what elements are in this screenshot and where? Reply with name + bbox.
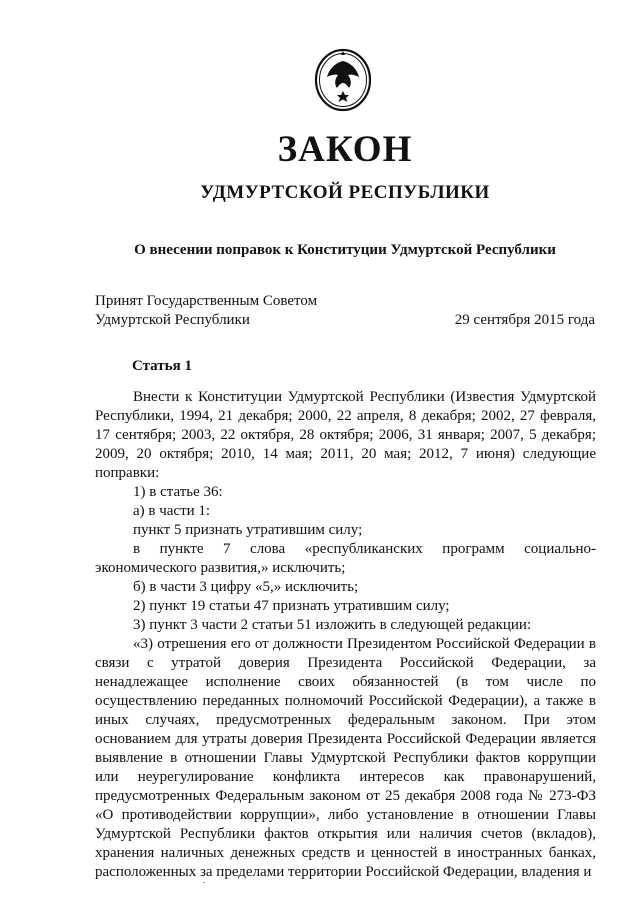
article-body xyxy=(95,388,596,882)
paragraph: пункт 5 признать утратившим силу; xyxy=(133,522,363,538)
adoption-block xyxy=(95,292,595,330)
adoption-line-1: Принят Государственным Советом xyxy=(95,293,318,309)
paragraph: Внести к Конституции Удмуртской Республики (Известия Удмуртской Республики, 1994, 21 декабря; 2000, 22 апреля, 8 декабря; 2002, 27 февраля, 17 сентября; 2003, 22 октября, 28 октября; 2006, 31 января; 2007, 5 декабря; 2009, 20 октября; 2010, 14 мая; 2011, 20 мая; 2012, 7 июня) следующие поправки: xyxy=(95,389,596,481)
udmurt-coat-of-arms-icon xyxy=(313,47,373,113)
law-heading: О внесении поправок к Конституции Удмуртской Республики xyxy=(134,242,556,258)
paragraph: б) в части 3 цифру «5,» исключить; xyxy=(133,579,359,595)
document-subtitle: УДМУРТСКОЙ РЕСПУБЛИКИ xyxy=(200,182,490,203)
paragraph: 1) в статье 36: xyxy=(133,484,223,500)
paragraph: 2) пункт 19 статьи 47 признать утратившим силу; xyxy=(133,598,450,614)
adoption-line-2: Удмуртской Республики xyxy=(95,312,250,328)
document-title: ЗАКОН xyxy=(277,129,413,170)
article-title: Статья 1 xyxy=(132,358,192,374)
paragraph: «3) отрешения его от должности Президентом Российской Федерации в связи с утратой доверия Президента Российской Федерации, за ненадлежащее исполнение своих обязанностей (в том числе по осуществлению переданных полномочий Российской Федерации), а также в иных случаях, предусмотренных федеральным законом. При этом основанием для утраты доверия Президента Российской Федерации является выявление в отношении Главы Удмуртской Республики фактов коррупции или неурегулирование конфликта интересов как правонарушений, предусмотренных Федеральным законом от 25 декабря 2008 года № 273-ФЗ «О противодействии коррупции», либо установление в отношении Главы Удмуртской Республики фактов открытия или наличия счетов (вкладов), хранения наличных денежных средств и ценностей в иностранных банках, расположенных за пределами территории Российской Федерации, владения и xyxy=(95,636,596,880)
paragraph: а) в части 1: xyxy=(133,503,211,519)
adoption-row xyxy=(95,311,595,330)
paragraph: в пункте 7 слова «республиканских программ социально-экономического развития,» исключить; xyxy=(95,541,596,576)
scan-speck xyxy=(203,882,205,883)
adoption-date: 29 сентября 2015 года xyxy=(454,312,595,328)
paragraph: 3) пункт 3 части 2 статьи 51 изложить в следующей редакции: xyxy=(133,617,532,633)
